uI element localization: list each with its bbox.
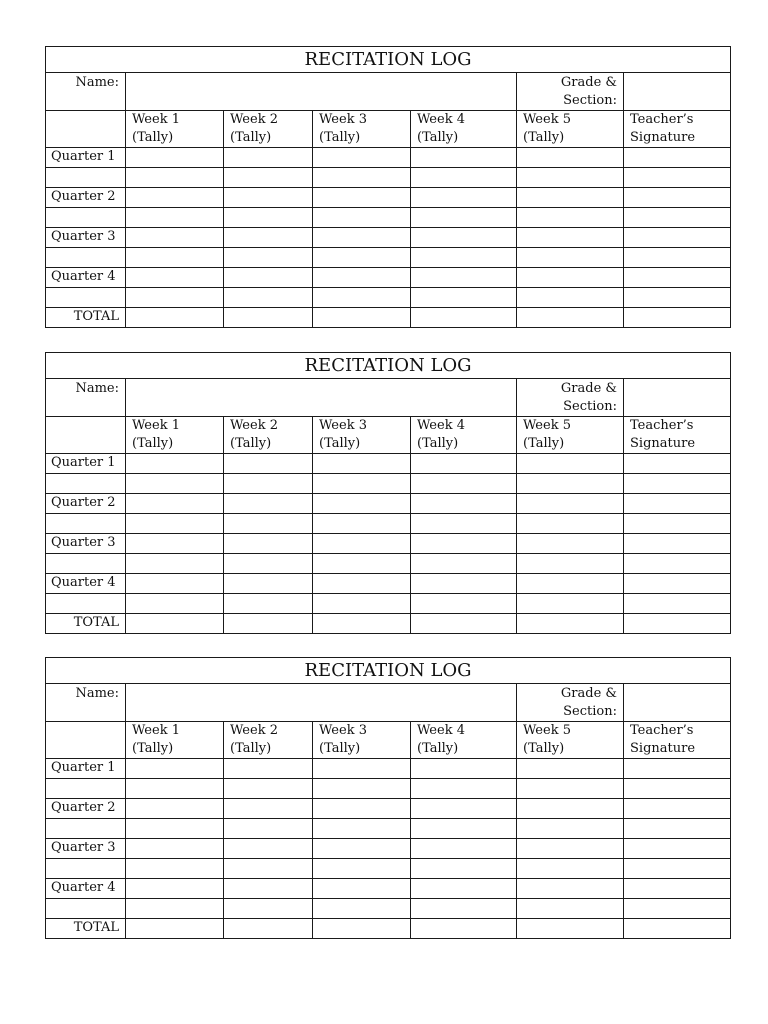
- week-5-header: [517, 417, 624, 454]
- signature-cell[interactable]: [624, 759, 731, 779]
- entry-cell[interactable]: [126, 859, 224, 879]
- week-4-sublabel: (Tally): [417, 436, 459, 451]
- entry-cell[interactable]: [313, 188, 411, 208]
- week-2-sublabel: (Tally): [230, 130, 272, 145]
- entry-cell[interactable]: [411, 859, 517, 879]
- week-2-label: Week 2: [230, 418, 278, 433]
- week-1-label: Week 1: [132, 112, 180, 127]
- entry-cell[interactable]: [411, 208, 517, 228]
- entry-cell[interactable]: [313, 248, 411, 268]
- quarter-2-label: Quarter 2: [46, 494, 126, 514]
- entry-cell[interactable]: [224, 494, 313, 514]
- entry-cell[interactable]: [224, 228, 313, 248]
- corner-header-cell: [46, 111, 126, 148]
- week-5-sublabel: (Tally): [523, 436, 565, 451]
- total-cell[interactable]: [126, 308, 224, 328]
- entry-cell[interactable]: [517, 819, 624, 839]
- week-4-label: Week 4: [417, 418, 465, 433]
- week-2-sublabel: (Tally): [230, 741, 272, 756]
- corner-header-cell: [46, 417, 126, 454]
- week-4-sublabel: (Tally): [417, 130, 459, 145]
- week-3-header: [313, 417, 411, 454]
- quarter-3-extra-row: [46, 859, 731, 879]
- entry-cell[interactable]: [517, 168, 624, 188]
- quarter-3-label: Quarter 3: [46, 534, 126, 554]
- quarter-4-row: [46, 879, 731, 899]
- entry-cell[interactable]: [224, 534, 313, 554]
- entry-cell[interactable]: [517, 188, 624, 208]
- log-title: RECITATION LOG: [46, 47, 731, 73]
- entry-cell[interactable]: [313, 454, 411, 474]
- quarter-2-row: [46, 799, 731, 819]
- quarter-1-label: Quarter 1: [46, 148, 126, 168]
- entry-cell[interactable]: [411, 454, 517, 474]
- entry-cell[interactable]: [411, 288, 517, 308]
- entry-cell[interactable]: [126, 288, 224, 308]
- total-cell[interactable]: [517, 919, 624, 939]
- entry-cell[interactable]: [313, 474, 411, 494]
- grade-section-label: Grade & Section:: [517, 379, 624, 417]
- entry-cell[interactable]: [126, 819, 224, 839]
- entry-cell[interactable]: [517, 208, 624, 228]
- recitation-log-table: [45, 657, 731, 939]
- quarter-3-row: [46, 534, 731, 554]
- week-3-label: Week 3: [319, 112, 367, 127]
- week-4-header: [411, 111, 517, 148]
- signature-cell[interactable]: [624, 839, 731, 859]
- total-label: TOTAL: [46, 308, 126, 328]
- quarter-4-extra-row: [46, 899, 731, 919]
- entry-cell[interactable]: [517, 899, 624, 919]
- entry-cell[interactable]: [411, 228, 517, 248]
- signature-label: Teacher’s: [630, 112, 694, 127]
- name-field[interactable]: [126, 684, 517, 722]
- quarter-1-row: [46, 454, 731, 474]
- signature-header: [624, 417, 731, 454]
- week-3-sublabel: (Tally): [319, 741, 361, 756]
- grade-section-field[interactable]: [624, 379, 731, 417]
- entry-cell[interactable]: [517, 228, 624, 248]
- entry-cell[interactable]: [313, 534, 411, 554]
- blank-label-cell: [46, 474, 126, 494]
- signature-cell[interactable]: [624, 859, 731, 879]
- entry-cell[interactable]: [224, 474, 313, 494]
- entry-cell[interactable]: [126, 268, 224, 288]
- entry-cell[interactable]: [313, 208, 411, 228]
- week-2-sublabel: (Tally): [230, 436, 272, 451]
- total-label: TOTAL: [46, 919, 126, 939]
- blank-label-cell: [46, 514, 126, 534]
- signature-cell[interactable]: [624, 188, 731, 208]
- grade-section-label: Grade & Section:: [517, 73, 624, 111]
- entry-cell[interactable]: [224, 879, 313, 899]
- entry-cell[interactable]: [126, 759, 224, 779]
- quarter-3-label: Quarter 3: [46, 228, 126, 248]
- entry-cell[interactable]: [313, 168, 411, 188]
- entry-cell[interactable]: [517, 759, 624, 779]
- recitation-log-table: [45, 46, 731, 328]
- signature-cell[interactable]: [624, 819, 731, 839]
- entry-cell[interactable]: [411, 514, 517, 534]
- quarter-4-row: [46, 574, 731, 594]
- quarter-4-extra-row: [46, 594, 731, 614]
- blank-label-cell: [46, 248, 126, 268]
- quarter-2-row: [46, 188, 731, 208]
- week-4-label: Week 4: [417, 723, 465, 738]
- total-cell[interactable]: [126, 614, 224, 634]
- week-1-label: Week 1: [132, 418, 180, 433]
- week-1-header: [126, 417, 224, 454]
- entry-cell[interactable]: [224, 148, 313, 168]
- entry-cell[interactable]: [517, 879, 624, 899]
- signature-cell[interactable]: [624, 148, 731, 168]
- entry-cell[interactable]: [313, 879, 411, 899]
- week-3-header: [313, 722, 411, 759]
- entry-cell[interactable]: [411, 799, 517, 819]
- entry-cell[interactable]: [517, 474, 624, 494]
- entry-cell[interactable]: [224, 594, 313, 614]
- entry-cell[interactable]: [517, 148, 624, 168]
- total-signature-cell[interactable]: [624, 614, 731, 634]
- recitation-log-table: [45, 352, 731, 634]
- name-label: Name:: [46, 379, 126, 417]
- entry-cell[interactable]: [126, 799, 224, 819]
- blank-label-cell: [46, 208, 126, 228]
- total-row: [46, 308, 731, 328]
- signature-header: [624, 111, 731, 148]
- entry-cell[interactable]: [224, 188, 313, 208]
- blank-label-cell: [46, 819, 126, 839]
- entry-cell[interactable]: [313, 899, 411, 919]
- entry-cell[interactable]: [126, 168, 224, 188]
- entry-cell[interactable]: [126, 188, 224, 208]
- total-cell[interactable]: [411, 919, 517, 939]
- quarter-4-label: Quarter 4: [46, 268, 126, 288]
- entry-cell[interactable]: [517, 799, 624, 819]
- total-cell[interactable]: [411, 308, 517, 328]
- week-4-label: Week 4: [417, 112, 465, 127]
- signature-sublabel: Signature: [630, 436, 696, 451]
- entry-cell[interactable]: [313, 288, 411, 308]
- week-4-header: [411, 417, 517, 454]
- week-5-header: [517, 722, 624, 759]
- quarter-1-label: Quarter 1: [46, 454, 126, 474]
- signature-sublabel: Signature: [630, 741, 696, 756]
- grade-section-field[interactable]: [624, 73, 731, 111]
- entry-cell[interactable]: [313, 594, 411, 614]
- week-1-header: [126, 111, 224, 148]
- total-cell[interactable]: [224, 308, 313, 328]
- total-cell[interactable]: [313, 308, 411, 328]
- entry-cell[interactable]: [224, 819, 313, 839]
- signature-cell[interactable]: [624, 594, 731, 614]
- week-1-label: Week 1: [132, 723, 180, 738]
- entry-cell[interactable]: [224, 839, 313, 859]
- week-4-sublabel: (Tally): [417, 741, 459, 756]
- total-row: [46, 919, 731, 939]
- entry-cell[interactable]: [411, 188, 517, 208]
- quarter-3-extra-row: [46, 554, 731, 574]
- week-2-label: Week 2: [230, 112, 278, 127]
- entry-cell[interactable]: [517, 574, 624, 594]
- signature-cell[interactable]: [624, 879, 731, 899]
- signature-cell[interactable]: [624, 168, 731, 188]
- signature-cell[interactable]: [624, 494, 731, 514]
- entry-cell[interactable]: [517, 859, 624, 879]
- week-5-label: Week 5: [523, 418, 571, 433]
- week-5-sublabel: (Tally): [523, 130, 565, 145]
- week-1-sublabel: (Tally): [132, 130, 174, 145]
- entry-cell[interactable]: [411, 779, 517, 799]
- entry-cell[interactable]: [126, 899, 224, 919]
- signature-cell[interactable]: [624, 288, 731, 308]
- entry-cell[interactable]: [224, 799, 313, 819]
- week-2-label: Week 2: [230, 723, 278, 738]
- entry-cell[interactable]: [517, 779, 624, 799]
- week-4-header: [411, 722, 517, 759]
- entry-cell[interactable]: [313, 554, 411, 574]
- entry-cell[interactable]: [517, 534, 624, 554]
- week-1-sublabel: (Tally): [132, 741, 174, 756]
- quarter-4-row: [46, 268, 731, 288]
- signature-cell[interactable]: [624, 554, 731, 574]
- week-5-label: Week 5: [523, 723, 571, 738]
- entry-cell[interactable]: [224, 288, 313, 308]
- recitation-log-1: [45, 46, 730, 328]
- entry-cell[interactable]: [224, 514, 313, 534]
- blank-label-cell: [46, 168, 126, 188]
- entry-cell[interactable]: [411, 554, 517, 574]
- entry-cell[interactable]: [411, 494, 517, 514]
- signature-cell[interactable]: [624, 514, 731, 534]
- total-cell[interactable]: [517, 614, 624, 634]
- entry-cell[interactable]: [224, 574, 313, 594]
- total-cell[interactable]: [126, 919, 224, 939]
- quarter-2-extra-row: [46, 514, 731, 534]
- total-cell[interactable]: [411, 614, 517, 634]
- week-5-label: Week 5: [523, 112, 571, 127]
- entry-cell[interactable]: [224, 248, 313, 268]
- entry-cell[interactable]: [411, 759, 517, 779]
- entry-cell[interactable]: [313, 268, 411, 288]
- entry-cell[interactable]: [126, 594, 224, 614]
- entry-cell[interactable]: [126, 248, 224, 268]
- total-signature-cell[interactable]: [624, 919, 731, 939]
- quarter-1-label: Quarter 1: [46, 759, 126, 779]
- signature-header: [624, 722, 731, 759]
- entry-cell[interactable]: [313, 759, 411, 779]
- entry-cell[interactable]: [517, 594, 624, 614]
- entry-cell[interactable]: [126, 879, 224, 899]
- entry-cell[interactable]: [126, 514, 224, 534]
- week-1-header: [126, 722, 224, 759]
- blank-label-cell: [46, 554, 126, 574]
- entry-cell[interactable]: [313, 799, 411, 819]
- entry-cell[interactable]: [517, 268, 624, 288]
- blank-label-cell: [46, 899, 126, 919]
- entry-cell[interactable]: [411, 474, 517, 494]
- entry-cell[interactable]: [224, 554, 313, 574]
- week-5-header: [517, 111, 624, 148]
- quarter-4-label: Quarter 4: [46, 879, 126, 899]
- entry-cell[interactable]: [313, 574, 411, 594]
- blank-label-cell: [46, 859, 126, 879]
- signature-cell[interactable]: [624, 779, 731, 799]
- entry-cell[interactable]: [517, 454, 624, 474]
- quarter-3-extra-row: [46, 248, 731, 268]
- week-3-sublabel: (Tally): [319, 130, 361, 145]
- recitation-log-3: [45, 657, 730, 939]
- entry-cell[interactable]: [411, 574, 517, 594]
- signature-cell[interactable]: [624, 534, 731, 554]
- signature-cell[interactable]: [624, 228, 731, 248]
- quarter-2-label: Quarter 2: [46, 799, 126, 819]
- log-title: RECITATION LOG: [46, 658, 731, 684]
- entry-cell[interactable]: [517, 554, 624, 574]
- entry-cell[interactable]: [411, 534, 517, 554]
- week-2-header: [224, 417, 313, 454]
- week-3-label: Week 3: [319, 418, 367, 433]
- signature-label: Teacher’s: [630, 723, 694, 738]
- total-cell[interactable]: [517, 308, 624, 328]
- quarter-3-label: Quarter 3: [46, 839, 126, 859]
- entry-cell[interactable]: [224, 454, 313, 474]
- entry-cell[interactable]: [313, 859, 411, 879]
- blank-label-cell: [46, 288, 126, 308]
- entry-cell[interactable]: [224, 168, 313, 188]
- entry-cell[interactable]: [126, 839, 224, 859]
- quarter-1-extra-row: [46, 168, 731, 188]
- quarter-3-row: [46, 228, 731, 248]
- log-title: RECITATION LOG: [46, 353, 731, 379]
- quarter-2-row: [46, 494, 731, 514]
- quarter-2-extra-row: [46, 208, 731, 228]
- entry-cell[interactable]: [517, 514, 624, 534]
- week-1-sublabel: (Tally): [132, 436, 174, 451]
- quarter-4-extra-row: [46, 288, 731, 308]
- total-cell[interactable]: [224, 919, 313, 939]
- grade-section-field[interactable]: [624, 684, 731, 722]
- total-cell[interactable]: [224, 614, 313, 634]
- recitation-log-2: [45, 352, 730, 634]
- entry-cell[interactable]: [224, 759, 313, 779]
- entry-cell[interactable]: [411, 248, 517, 268]
- quarter-1-extra-row: [46, 474, 731, 494]
- week-2-header: [224, 111, 313, 148]
- total-cell[interactable]: [313, 919, 411, 939]
- quarter-2-extra-row: [46, 819, 731, 839]
- entry-cell[interactable]: [224, 268, 313, 288]
- entry-cell[interactable]: [224, 779, 313, 799]
- signature-cell[interactable]: [624, 474, 731, 494]
- entry-cell[interactable]: [517, 248, 624, 268]
- week-3-sublabel: (Tally): [319, 436, 361, 451]
- entry-cell[interactable]: [517, 494, 624, 514]
- quarter-2-label: Quarter 2: [46, 188, 126, 208]
- blank-label-cell: [46, 779, 126, 799]
- entry-cell[interactable]: [126, 228, 224, 248]
- entry-cell[interactable]: [411, 839, 517, 859]
- entry-cell[interactable]: [126, 494, 224, 514]
- entry-cell[interactable]: [126, 474, 224, 494]
- blank-label-cell: [46, 594, 126, 614]
- entry-cell[interactable]: [517, 288, 624, 308]
- quarter-1-row: [46, 148, 731, 168]
- signature-sublabel: Signature: [630, 130, 696, 145]
- entry-cell[interactable]: [224, 899, 313, 919]
- quarter-4-label: Quarter 4: [46, 574, 126, 594]
- quarter-1-row: [46, 759, 731, 779]
- entry-cell[interactable]: [313, 514, 411, 534]
- entry-cell[interactable]: [313, 779, 411, 799]
- entry-cell[interactable]: [313, 839, 411, 859]
- quarter-1-extra-row: [46, 779, 731, 799]
- entry-cell[interactable]: [411, 268, 517, 288]
- entry-cell[interactable]: [411, 819, 517, 839]
- signature-cell[interactable]: [624, 899, 731, 919]
- signature-cell[interactable]: [624, 799, 731, 819]
- name-field[interactable]: [126, 379, 517, 417]
- entry-cell[interactable]: [126, 779, 224, 799]
- entry-cell[interactable]: [224, 208, 313, 228]
- quarter-3-row: [46, 839, 731, 859]
- entry-cell[interactable]: [313, 228, 411, 248]
- entry-cell[interactable]: [313, 819, 411, 839]
- entry-cell[interactable]: [517, 839, 624, 859]
- week-3-label: Week 3: [319, 723, 367, 738]
- entry-cell[interactable]: [411, 879, 517, 899]
- entry-cell[interactable]: [411, 148, 517, 168]
- name-label: Name:: [46, 684, 126, 722]
- entry-cell[interactable]: [126, 208, 224, 228]
- total-label: TOTAL: [46, 614, 126, 634]
- name-field[interactable]: [126, 73, 517, 111]
- name-label: Name:: [46, 73, 126, 111]
- total-cell[interactable]: [313, 614, 411, 634]
- entry-cell[interactable]: [126, 554, 224, 574]
- entry-cell[interactable]: [126, 574, 224, 594]
- entry-cell[interactable]: [313, 494, 411, 514]
- week-5-sublabel: (Tally): [523, 741, 565, 756]
- entry-cell[interactable]: [411, 899, 517, 919]
- entry-cell[interactable]: [224, 859, 313, 879]
- signature-cell[interactable]: [624, 248, 731, 268]
- total-row: [46, 614, 731, 634]
- entry-cell[interactable]: [126, 454, 224, 474]
- week-2-header: [224, 722, 313, 759]
- entry-cell[interactable]: [411, 168, 517, 188]
- signature-cell[interactable]: [624, 454, 731, 474]
- grade-section-label: Grade & Section:: [517, 684, 624, 722]
- total-signature-cell[interactable]: [624, 308, 731, 328]
- entry-cell[interactable]: [126, 148, 224, 168]
- entry-cell[interactable]: [126, 534, 224, 554]
- week-3-header: [313, 111, 411, 148]
- signature-cell[interactable]: [624, 268, 731, 288]
- entry-cell[interactable]: [313, 148, 411, 168]
- corner-header-cell: [46, 722, 126, 759]
- entry-cell[interactable]: [411, 594, 517, 614]
- signature-cell[interactable]: [624, 208, 731, 228]
- signature-cell[interactable]: [624, 574, 731, 594]
- signature-label: Teacher’s: [630, 418, 694, 433]
